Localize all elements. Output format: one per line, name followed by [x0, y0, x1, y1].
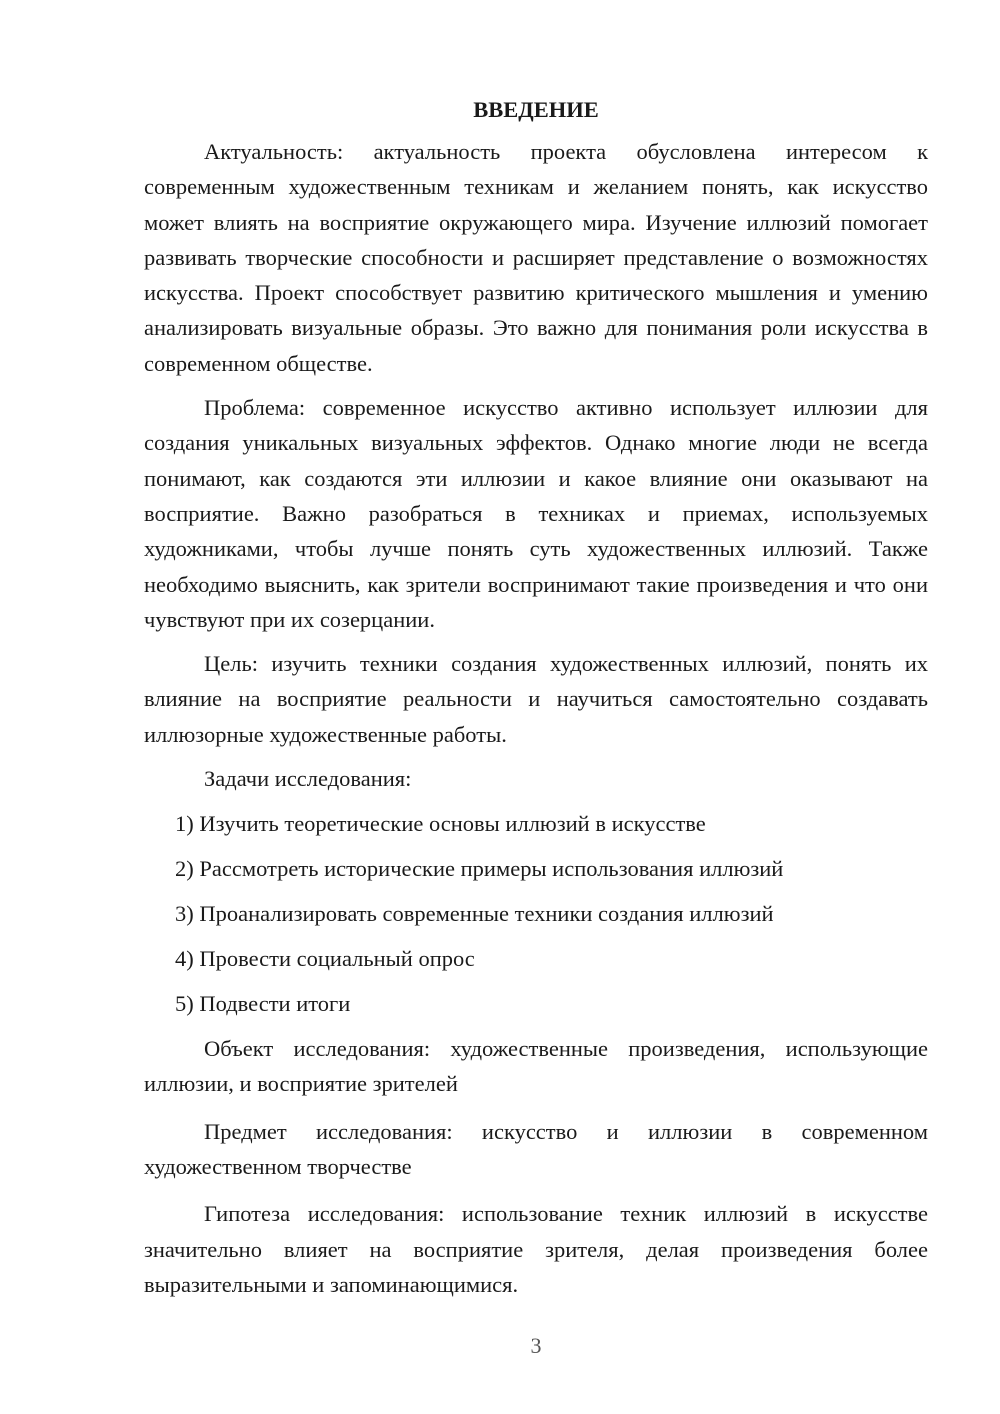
- goal-paragraph: Цель: изучить техники создания художественных иллюзий, понять их влияние на восприятие реальности и научиться самостоятельно создавать иллюзорные художественные работы.: [144, 651, 928, 747]
- tasks-list: [144, 806, 928, 1021]
- subject-paragraph: Предмет исследования: искусство и иллюзии в современном художественном творчестве: [144, 1118, 928, 1179]
- tasks-title: Задачи исследования:: [204, 766, 412, 792]
- hypothesis-paragraph: Гипотеза исследования: использование техник иллюзий в искусстве значительно влияет на восприятие зрителя, делая произведения более выразительными и запоминающимися.: [144, 1201, 928, 1297]
- section-heading: ВВЕДЕНИЕ: [473, 97, 599, 122]
- relevance-paragraph: Актуальность: актуальность проекта обусловлена интересом к современным художественным техникам и желанием понять, как искусство может влиять на восприятие окружающего мира. Изучение иллюзий помогает развивать творческие способности и расширяет представление о возможностях искусства. Проект способствует развитию критического мышления и умению анализировать визуальные образы. Это важно для понимания роли искусства в современном обществе.: [144, 139, 928, 376]
- task-item: 3) Проанализировать современные техники создания иллюзий: [175, 901, 774, 927]
- page-number: 3: [530, 1333, 542, 1358]
- page-content: [144, 92, 928, 1311]
- task-item: 1) Изучить теоретические основы иллюзий в искусстве: [175, 811, 706, 837]
- task-item: 5) Подвести итоги: [175, 991, 351, 1017]
- problem-paragraph: Проблема: современное искусство активно использует иллюзии для создания уникальных визуальных эффектов. Однако многие люди не всегда понимают, как создаются эти иллюзии и какое влияние они оказывают на восприятие. Важно разобраться в техниках и приемах, используемых художниками, чтобы лучше понять суть художественных иллюзий. Также необходимо выяснить, как зрители воспринимают такие произведения и что они чувствуют при их созерцании.: [144, 395, 928, 632]
- object-paragraph: Объект исследования: художественные произведения, использующие иллюзии, и восприятие зрителей: [144, 1036, 928, 1097]
- task-item: 2) Рассмотреть исторические примеры использования иллюзий: [175, 856, 784, 882]
- task-item: 4) Провести социальный опрос: [175, 946, 475, 972]
